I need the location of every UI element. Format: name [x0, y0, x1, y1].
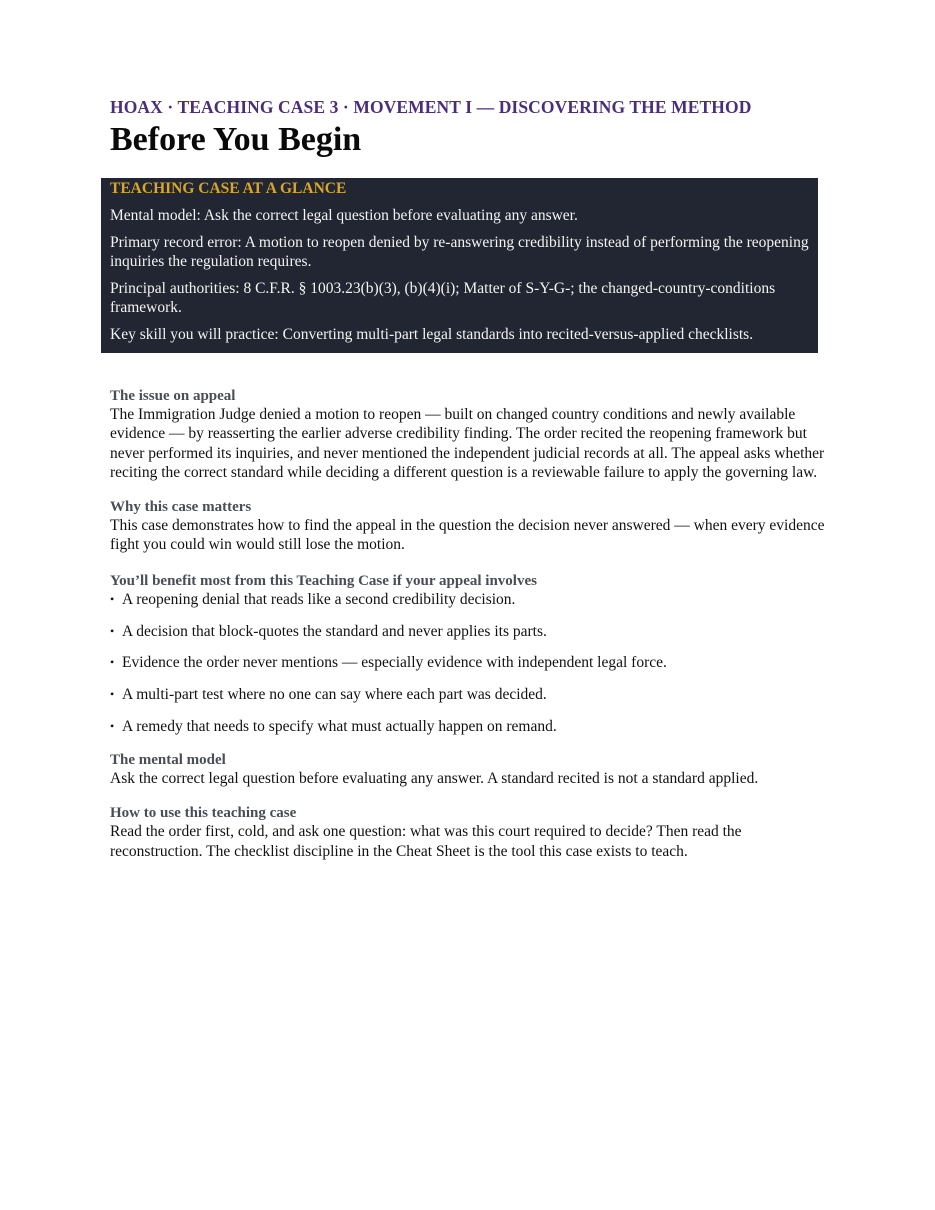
list-item: [110, 685, 825, 704]
section-heading: How to use this teaching case: [110, 805, 297, 822]
list-item: [110, 717, 825, 736]
page-title: Before You Begin: [110, 121, 362, 158]
list-item-text: A multi-part test where no one can say where each part was decided.: [122, 686, 547, 704]
list-item-text: Evidence the order never mentions — especially evidence with independent legal force.: [122, 654, 667, 672]
section-body: Ask the correct legal question before evaluating any answer. A standard recited is not a standard applied.: [110, 769, 759, 787]
section-how-to-use: [110, 804, 825, 861]
section-body: Read the order first, cold, and ask one question: what was this court required to decide? Then read the reconstruction. The checklist discipline in the Cheat Sheet is the tool this case exists to teach.: [110, 823, 742, 860]
section-body: This case demonstrates how to find the appeal in the question the decision never answered — when every evidence fight you could win would still lose the motion.: [110, 517, 825, 554]
section-heading: The issue on appeal: [110, 388, 236, 404]
glance-mental-model: Mental model: Ask the correct legal question before evaluating any answer.: [110, 207, 578, 224]
list-item-text: A reopening denial that reads like a second credibility decision.: [122, 590, 516, 608]
bullet-icon: •: [110, 591, 115, 606]
list-item: [110, 622, 825, 641]
glance-heading: TEACHING CASE AT A GLANCE: [110, 180, 347, 197]
benefit-list: [110, 590, 825, 736]
list-item: [110, 590, 825, 609]
list-item-text: A decision that block-quotes the standard and never applies its parts.: [122, 622, 547, 640]
section-heading: You’ll benefit most from this Teaching Case if your appeal involves: [110, 572, 537, 589]
page: [110, 96, 825, 861]
section-why: [110, 498, 825, 555]
section-body: The Immigration Judge denied a motion to reopen — built on changed country conditions and newly available evidence — by reasserting the earlier adverse credibility finding. The order recited the reopening framework but never performed its inquiries, and never mentioned the independent judicial records at all. The appeal asks whether reciting the correct standard while deciding a different question is a reviewable failure to apply the governing law.: [110, 406, 825, 481]
bullet-icon: •: [110, 655, 115, 670]
section-benefit: [110, 572, 825, 736]
list-item: [110, 653, 825, 672]
glance-primary-error: Primary record error: A motion to reopen denied by re-answering credibility instead of performing the reopening inquiries the regulation requires.: [110, 234, 809, 270]
glance-panel: [101, 178, 818, 353]
bullet-icon: •: [110, 718, 115, 733]
bullet-icon: •: [110, 623, 115, 638]
glance-key-skill: Key skill you will practice: Converting multi-part legal standards into recited-versus-applied checklists.: [110, 326, 754, 343]
section-heading: The mental model: [110, 751, 226, 768]
section-heading: Why this case matters: [110, 499, 252, 516]
section-mental-model: [110, 751, 825, 788]
glance-authorities: Principal authorities: 8 C.F.R. § 1003.23(b)(3), (b)(4)(i); Matter of S-Y-G-; the changed-country-conditions framework.: [110, 280, 776, 316]
list-item-text: A remedy that needs to specify what must actually happen on remand.: [122, 717, 557, 735]
eyebrow-breadcrumb: HOAX · TEACHING CASE 3 · MOVEMENT I — DISCOVERING THE METHOD: [110, 97, 752, 117]
section-issue: [110, 387, 825, 482]
bullet-icon: •: [110, 687, 115, 702]
